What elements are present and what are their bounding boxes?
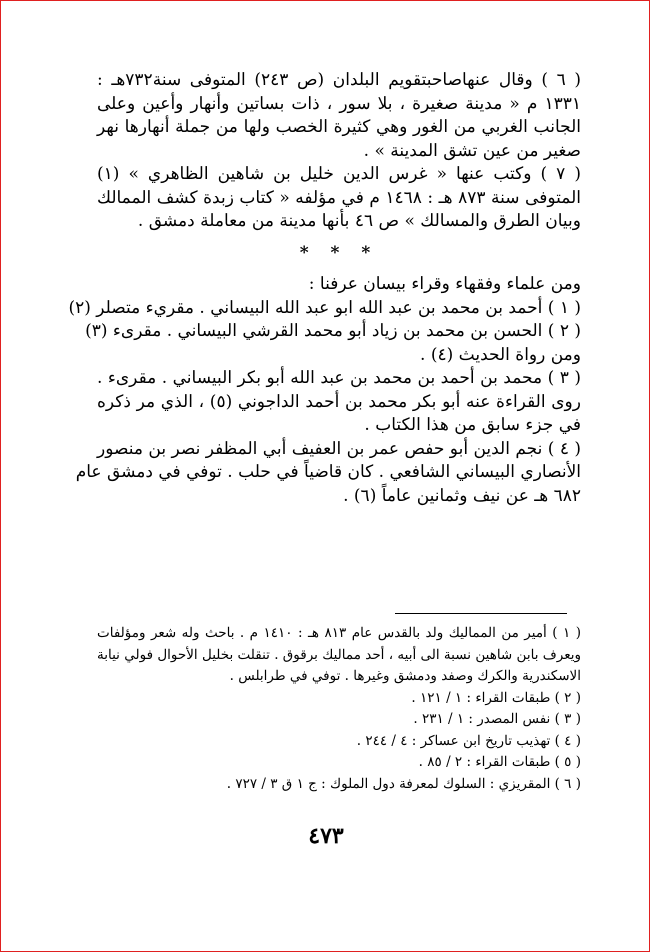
text-line: صغير من عين تشق المدينة » .: [363, 140, 581, 161]
text-line: المتوفى سنة ٨٧٣ هـ : ١٤٦٨ م في مؤلفه « كتاب زبدة كشف الممالك: [97, 187, 581, 208]
footnote-3: ( ٣ ) نفس المصدر : ١ / ٢٣١ .: [413, 711, 581, 727]
footnote-6: ( ٦ ) المقريزي : السلوك لمعرفة دول الملوك : ج ١ ق ٣ / ٧٢٧ .: [226, 775, 581, 792]
scholar-2: [85, 320, 581, 367]
scholar-1: [68, 297, 581, 321]
page-number: ٤٧٣: [308, 823, 344, 849]
text-line: الأنصاري البيساني الشافعي . كان قاضياً في حلب . توفي في دمشق عام: [75, 462, 581, 482]
footnote-1-line: ويعرف بابن شاهين نسبة الى أبيه ، أحد مماليك برقوق . تنقلت بخليل الأحوال فولي نيابة: [97, 646, 581, 663]
main-text: [68, 69, 582, 508]
footnote-4: ( ٤ ) تهذيب تاريخ ابن عساكر : ٤ / ٢٤٤ .: [356, 732, 581, 749]
text-line: ( ٧ ) وكتب عنها « غرس الدين خليل بن شاهين الظاهري » (١): [97, 164, 581, 184]
footnote-1-line: الاسكندرية والكرك وصفد ودمشق وغيرها . توفي في طرابلس .: [229, 668, 581, 684]
paragraph-entry-7: [97, 163, 581, 234]
text-line: ( ٣ ) محمد بن أحمد بن محمد بن عبد الله أبو بكر البيساني . مقرىء .: [97, 368, 581, 388]
footnote-1-line: ( ١ ) أمير من المماليك ولد بالقدس عام ٨١٣ هـ : ١٤١٠ م . باحث وله شعر ومؤلفات: [97, 625, 581, 641]
section-separator: * * *: [299, 242, 379, 263]
footnote-2: ( ٢ ) طبقات القراء : ١ / ١٢١ .: [411, 689, 581, 706]
text-line: ١٣٣١ م « مدينة صغيرة ، بلا سور ، ذات بساتين وأنهار وأعين وعلى: [97, 93, 581, 114]
text-line: ( ١ ) أحمد بن محمد بن عبد الله ابو عبد الله البيساني . مقريء متصلر (٢): [68, 297, 581, 318]
footnote-divider: [395, 613, 567, 614]
text-line: ومن رواة الحديث (٤) .: [420, 344, 581, 365]
scholars-intro: ومن علماء وفقهاء وقراء بيسان عرفنا :: [308, 274, 581, 294]
text-line: الجانب الغربي من الغور وهي كثيرة الخصب ولها من جملة أنهارها نهر: [97, 117, 581, 137]
scholar-3: [97, 367, 581, 438]
text-line: ٦٨٢ هـ عن نيف وثمانين عاماً (٦) .: [343, 485, 581, 506]
footnote-5: ( ٥ ) طبقات القراء : ٢ / ٨٥ .: [418, 754, 581, 770]
text-line: روى القراءة عنه أبو بكر محمد بن أحمد الداجوني (٥) ، الذي مر ذكره: [97, 391, 581, 412]
footnotes: [97, 623, 581, 795]
text-line: ( ٤ ) نجم الدين أبو حفص عمر بن العفيف أبي المظفر نصر بن منصور: [97, 438, 581, 459]
text-line: ( ٢ ) الحسن بن محمد بن زياد أبو محمد القرشي البيساني . مقرىء (٣): [85, 321, 581, 341]
text-line: وبيان الطرق والمسالك » ص ٤٦ بأنها مدينة من معاملة دمشق .: [137, 211, 581, 231]
paragraph-entry-6: [97, 69, 581, 163]
text-line: في جزء سابق من هذا الكتاب .: [364, 415, 581, 435]
scholar-4: [75, 438, 581, 509]
text-line: ( ٦ ) وقال عنهاصاحبتقويم البلدان (ص ٢٤٣) المتوفى سنة٧٣٢هـ :: [97, 70, 582, 90]
